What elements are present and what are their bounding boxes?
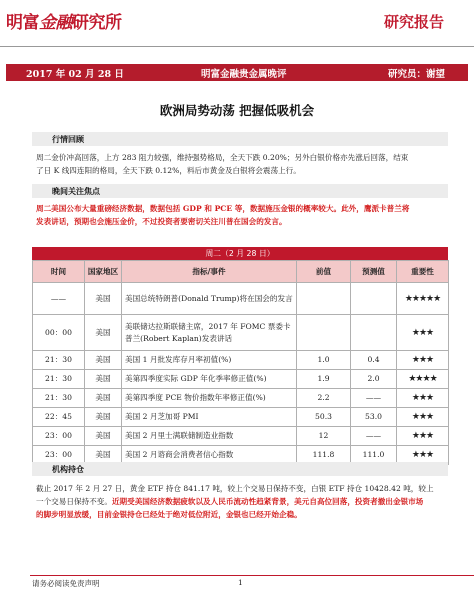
cell-region: 美国: [85, 408, 122, 427]
table-row: [33, 389, 449, 408]
col-region: 国家地区: [85, 261, 122, 283]
holdings-line-2: [36, 495, 423, 508]
cell-time: 23：00: [33, 446, 85, 465]
cell-stars: ★★★★★: [397, 283, 449, 315]
cell-prev: [297, 315, 351, 351]
table-row: [33, 408, 449, 427]
col-prev: 前值: [297, 261, 351, 283]
footer-disclaimer[interactable]: 请务必阅读免责声明: [32, 579, 100, 588]
focus-line-1: 周二美国公布大量重磅经济数据，数据包括 GDP 和 PCE 等，数据施压金银的概率较大。此外，鹰派卡普兰将: [36, 204, 410, 213]
cell-event: 美国总统特朗普(Donald Trump)将在国会的发言: [122, 283, 297, 315]
holdings-line-2b: 近期受美国经济数据疲软以及人民币流动性趋紧背景，美元自高位回落，投资者撤出金银市场: [111, 497, 424, 506]
market-line-2: 了日 K 线四连阳的格局，全天下跌 0.12%，料后市黄金及白银将会震荡上行。: [36, 166, 301, 175]
cell-event: 美国 2 月芝加哥 PMI: [122, 408, 297, 427]
cell-forecast: 2.0: [351, 370, 397, 389]
cell-time: 21：30: [33, 370, 85, 389]
logo-prefix: 明富: [6, 13, 39, 33]
market-line-1: 周二金价冲高回落，上方 283 阻力较强，维持强势格局，全天下跌 0.20%；另外白银价格亦先涨后回落，结束: [36, 153, 409, 162]
analyst: 研究员：谢望: [388, 69, 446, 80]
report-date: 2017 年 02 月 28 日: [26, 69, 124, 80]
col-importance: 重要性: [397, 261, 449, 283]
cell-prev: 1.9: [297, 370, 351, 389]
table-row: [33, 427, 449, 446]
cell-event: 美第四季度实际 GDP 年化季率修正值(%): [122, 370, 297, 389]
cell-forecast: 53.0: [351, 408, 397, 427]
cell-region: 美国: [85, 370, 122, 389]
cell-region: 美国: [85, 351, 122, 370]
cell-stars: ★★★: [397, 446, 449, 465]
logo-suffix: 研究所: [72, 13, 122, 33]
cell-event: 美国 1 月批发库存月率初值(%): [122, 351, 297, 370]
col-event: 指标/事件: [122, 261, 297, 283]
report-label: 研究报告: [384, 13, 445, 31]
cell-prev: [297, 283, 351, 315]
page-number: 1: [238, 578, 243, 587]
cell-prev: 12: [297, 427, 351, 446]
section-heading-holdings: 机构持仓: [52, 465, 84, 474]
economic-calendar-table: [32, 260, 449, 465]
table-row: [33, 315, 449, 351]
cell-stars: ★★★: [397, 351, 449, 370]
cell-event: 美国 2 月谘商会消费者信心指数: [122, 446, 297, 465]
cell-region: 美国: [85, 389, 122, 408]
cell-region: 美国: [85, 427, 122, 446]
cell-time: 21：30: [33, 389, 85, 408]
cell-time: 23：00: [33, 427, 85, 446]
cell-prev: 1.0: [297, 351, 351, 370]
cell-event: 美第四季度 PCE 物价指数年率修正值(%): [122, 389, 297, 408]
col-forecast: 预测值: [351, 261, 397, 283]
section-bar-holdings: [32, 462, 448, 476]
section-bar-market: [32, 132, 448, 146]
section-heading-focus: 晚间关注焦点: [52, 187, 100, 196]
cell-stars: ★★★: [397, 408, 449, 427]
cell-prev: 111.8: [297, 446, 351, 465]
cell-stars: ★★★: [397, 389, 449, 408]
focus-line-2: 发表讲话，预期也会施压金价，不过投资者要密切关注川普在国会的发言。: [36, 217, 287, 226]
cell-stars: ★★★: [397, 315, 449, 351]
footer-divider: [30, 575, 474, 576]
cell-time: 21：30: [33, 351, 85, 370]
table-row: [33, 283, 449, 315]
table-row: [33, 370, 449, 389]
cell-forecast: ——: [351, 389, 397, 408]
cell-forecast: 111.0: [351, 446, 397, 465]
cell-time: 00：00: [33, 315, 85, 351]
col-time: 时间: [33, 261, 85, 283]
cell-forecast: [351, 315, 397, 351]
cell-forecast: 0.4: [351, 351, 397, 370]
cell-region: 美国: [85, 283, 122, 315]
cell-prev: 2.2: [297, 389, 351, 408]
cell-region: 美国: [85, 315, 122, 351]
cell-prev: 50.3: [297, 408, 351, 427]
cell-time: ——: [33, 283, 85, 315]
holdings-line-3: 的脚步明显放缓，目前金银持仓已经处于绝对低位附近，金银也已经开始企稳。: [36, 510, 302, 519]
section-heading-market: 行情回顾: [52, 135, 84, 144]
cell-forecast: ——: [351, 427, 397, 446]
cell-forecast: [351, 283, 397, 315]
logo-mid: 金融: [39, 13, 72, 33]
cell-time: 22：45: [33, 408, 85, 427]
cell-stars: ★★★: [397, 427, 449, 446]
table-header-row: [33, 261, 449, 283]
company-logo: [6, 8, 122, 33]
header-divider: [0, 46, 474, 47]
holdings-line-2a: 一个交易日保持不变。: [36, 497, 112, 506]
page-title: 欧洲局势动荡 把握低吸机会: [159, 103, 315, 118]
cell-stars: ★★★★: [397, 370, 449, 389]
table-row: [33, 351, 449, 370]
info-band: [6, 64, 468, 81]
review-title: 明富金融贵金属晚评: [201, 69, 287, 80]
cell-event: 美国 2 月里士满联储制造业指数: [122, 427, 297, 446]
cell-event: 美联储达拉斯联储主席，2017 年 FOMC 票委卡普兰(Robert Kaplan)发表讲话: [122, 315, 297, 351]
cell-region: 美国: [85, 446, 122, 465]
holdings-line-1: 截止 2017 年 2 月 27 日，黄金 ETF 持仓 841.17 吨，较上个交易日保持不变，白银 ETF 持仓 10428.42 吨，较上: [36, 484, 434, 493]
table-day-header: 周二（2 月 28 日）: [32, 247, 448, 260]
